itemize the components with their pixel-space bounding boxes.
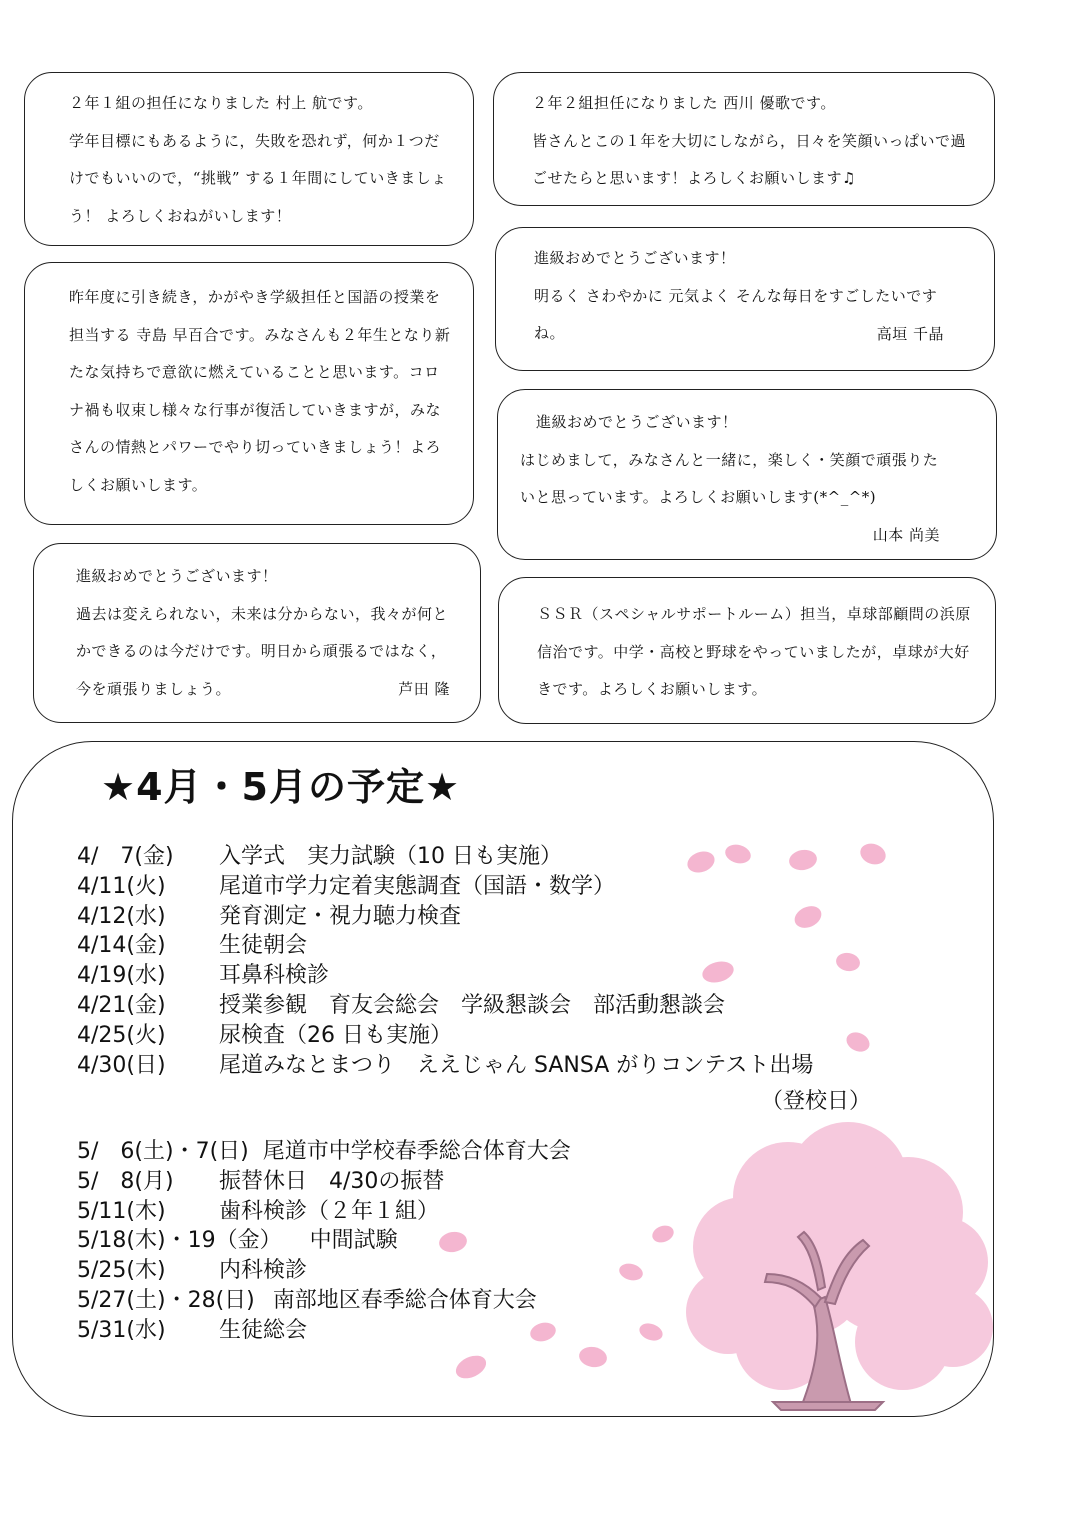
greeting-body: 明るく さわやかに 元気よく そんな毎日をすごしたいですね。	[534, 286, 938, 342]
greeting-signature: 高垣 千晶	[876, 324, 944, 343]
schedule-event: 耳鼻科検診	[219, 963, 330, 989]
greeting-intro: ２年２組担任になりました 西川 優歌です。	[532, 94, 836, 112]
schedule-date: 5/ 6(土)・7(日)	[77, 1139, 249, 1164]
schedule-row	[77, 1021, 813, 1051]
schedule-date: 4/30(日)	[77, 1052, 166, 1078]
schedule-event: 尿検査（26 日も実施）	[219, 1022, 452, 1048]
schedule-row	[77, 961, 813, 991]
greeting-intro: 進級おめでとうございます！	[76, 567, 278, 585]
schedule-row	[77, 1226, 571, 1256]
schedule-row	[77, 842, 813, 872]
greeting-intro: 進級おめでとうございます！	[534, 249, 736, 267]
greeting-intro: 進級おめでとうございます！	[536, 413, 738, 431]
schedule-date: 4/21(金)	[77, 992, 166, 1018]
schedule-row	[77, 1256, 571, 1286]
schedule-date: 5/11(木)	[77, 1198, 166, 1224]
schedule-event: 生徒朝会	[219, 933, 308, 959]
schedule-note: （登校日）	[761, 1089, 872, 1114]
may-schedule-list	[77, 1137, 571, 1346]
greeting-box-yamamoto	[497, 389, 997, 560]
schedule-event: 生徒総会	[219, 1317, 308, 1343]
schedule-event: 内科検診	[219, 1258, 308, 1284]
schedule-row	[77, 1316, 571, 1346]
schedule-event: 尾道市中学校春季総合体育大会	[262, 1139, 571, 1164]
schedule-row	[77, 1286, 571, 1316]
schedule-event: 尾道市学力定着実態調査（国語・数学）	[219, 873, 616, 899]
schedule-row	[77, 902, 813, 932]
schedule-date: 4/12(水)	[77, 903, 166, 929]
schedule-event: 振替休日 4/30の振替	[219, 1168, 445, 1194]
greeting-intro: ２年１組の担任になりました 村上 航です。	[69, 94, 373, 112]
schedule-date: 4/14(金)	[77, 933, 166, 959]
schedule-row	[77, 1051, 813, 1081]
schedule-event: 中間試験	[309, 1228, 398, 1254]
schedule-date: 4/25(火)	[77, 1022, 166, 1048]
greeting-body: 昨年度に引き続き，かがやき学級担任と国語の授業を担当する 寺島 早百合です。みなさんも２年生となり新たな気持ちで意欲に燃えていることと思います。コロナ禍も収束し様々な行事が復活していきますが，みなさんの情熱とパワーでやり切っていきましょう！よろしくお願いします。	[69, 288, 451, 494]
greeting-body: 皆さんとこの１年を大切にしながら，日々を笑顔いっぱいで過ごせたらと思います！よろしくお願いします♫	[532, 131, 967, 187]
schedule-date: 5/18(木)・19（金）	[77, 1228, 282, 1254]
april-schedule-list	[77, 842, 813, 1080]
schedule-row	[77, 1197, 571, 1227]
greeting-box-ashida	[33, 543, 481, 723]
schedule-row	[77, 1137, 571, 1167]
schedule-date: 5/25(木)	[77, 1258, 166, 1284]
schedule-event: 授業参観 育友会総会 学級懇談会 部活動懇談会	[219, 992, 726, 1018]
schedule-date: 4/19(水)	[77, 963, 166, 989]
schedule-date: 5/31(水)	[77, 1317, 166, 1343]
greeting-signature: 山本 尚美	[872, 525, 940, 544]
schedule-date: 5/27(土)・28(日)	[77, 1287, 255, 1313]
schedule-event: 発育測定・視力聴力検査	[219, 903, 462, 929]
schedule-row	[77, 931, 813, 961]
greeting-signature: 芦田 隆	[398, 680, 450, 698]
schedule-date: 4/11(火)	[77, 873, 166, 899]
greeting-box-hamahara	[498, 577, 996, 724]
schedule-event: 歯科検診（２年１組）	[219, 1198, 440, 1224]
schedule-row	[77, 991, 813, 1021]
schedule-panel	[12, 741, 994, 1417]
greeting-body: はじめまして，みなさんと一緒に，楽しく・笑顔で頑張りたいと思っています。よろしくお願いします(*^_^*)	[520, 450, 939, 506]
schedule-event: 尾道みなとまつり ええじゃん SANSA がりコンテスト出場	[219, 1052, 814, 1078]
cherry-tree-blossom	[686, 1122, 993, 1390]
schedule-date: 4/ 7(金)	[77, 844, 174, 869]
greeting-box-takagaki	[495, 227, 995, 371]
greeting-body: 学年目標にもあるように，失敗を恐れず，何か１つだけでもいいので，“挑戦” する１年間にしていきましょう！ よろしくおねがいします！	[69, 131, 447, 225]
schedule-event: 南部地区春季総合体育大会	[272, 1287, 537, 1313]
schedule-event: 入学式 実力試験（10 日も実施）	[219, 844, 562, 869]
greeting-box-terashima	[24, 262, 474, 525]
schedule-row	[77, 872, 813, 902]
greeting-body: ＳＳＲ（スペシャルサポートルーム）担当，卓球部顧問の浜原 信治です。中学・高校と野球をやっていましたが，卓球が大好きです。よろしくお願いします。	[537, 605, 971, 698]
schedule-date: 5/ 8(月)	[77, 1168, 174, 1194]
schedule-row	[77, 1167, 571, 1197]
greeting-box-nishikawa	[493, 72, 995, 206]
greeting-body: 過去は変えられない，未来は分からない，我々が何とかできるのは今だけです。明日から頑張るではなく，今を頑張りましょう。	[76, 604, 449, 698]
greeting-box-murakami	[24, 72, 474, 246]
schedule-title: ★4月・5月の予定★	[101, 765, 461, 809]
